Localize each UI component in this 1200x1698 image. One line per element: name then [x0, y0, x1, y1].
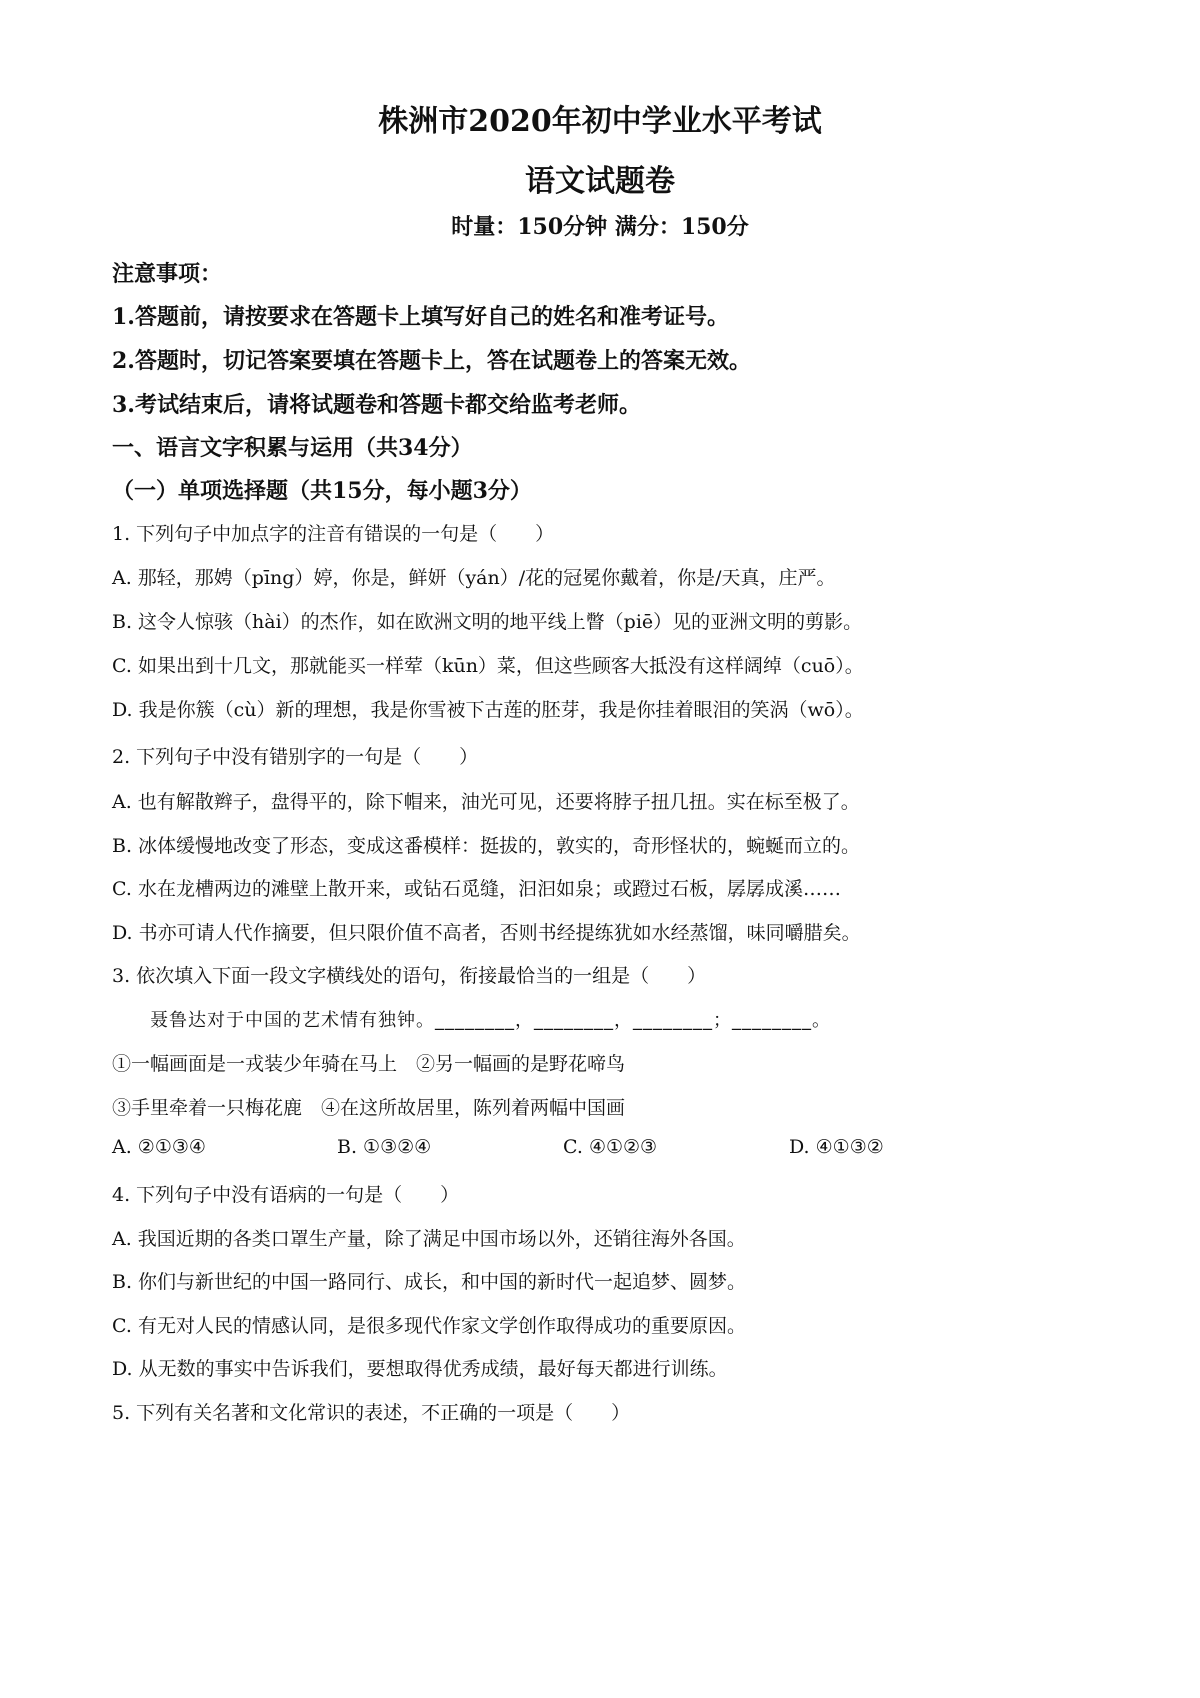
question-option: B. 这令人惊骇（hài）的杰作，如在欧洲文明的地平线上瞥（piē）见的亚洲文明的剪影。 — [112, 611, 863, 633]
question-option: C. 有无对人民的情感认同，是很多现代作家文学创作取得成功的重要原因。 — [112, 1315, 746, 1337]
question-option: A. 那轻，那娉（pīng）婷，你是，鲜妍（yán）/花的冠冕你戴着，你是/天真，庄严。 — [112, 567, 836, 589]
notice-item: 1.答题前，请按要求在答题卡上填写好自己的姓名和准考证号。 — [112, 304, 729, 330]
question-stem: 3. 依次填入下面一段文字横线处的语句，衔接最恰当的一组是（ ） — [112, 965, 707, 987]
sentence-items: ①一幅画面是一戎装少年骑在马上 ②另一幅画的是野花啼鸟 — [112, 1053, 626, 1075]
question-option: D. 我是你簇（cù）新的理想，我是你雪被下古莲的胚芽，我是你挂着眼泪的笑涡（wō）。 — [112, 699, 864, 721]
exam-title: 株洲市2020年初中学业水平考试 — [378, 104, 822, 139]
question-option: A. 也有解散辫子，盘得平的，除下帽来，油光可见，还要将脖子扭几扭。实在标至极了。 — [112, 791, 860, 813]
notice-item: 3.考试结束后，请将试题卷和答题卡都交给监考老师。 — [112, 392, 641, 418]
question-option: B. 冰体缓慢地改变了形态，变成这番模样：挺拔的，敦实的，奇形怪状的，蜿蜒而立的。 — [112, 835, 861, 857]
sentence-items: ③手里牵着一只梅花鹿 ④在这所故居里，陈列着两幅中国画 — [112, 1097, 626, 1119]
question-option: D. 书亦可请人代作摘要，但只限价值不高者，否则书经提练犹如水经蒸馏，味同嚼腊矣。 — [112, 922, 861, 944]
question-option: A. 我国近期的各类口罩生产量，除了满足中国市场以外，还销往海外各国。 — [112, 1228, 746, 1250]
choice-c: C. ④①②③ — [563, 1136, 658, 1158]
notice-item: 2.答题时，切记答案要填在答题卡上，答在试题卷上的答案无效。 — [112, 348, 751, 374]
question-option: B. 你们与新世纪的中国一路同行、成长，和中国的新时代一起追梦、圆梦。 — [112, 1271, 747, 1293]
question-option: C. 如果出到十几文，那就能买一样荤（kūn）菜，但这些顾客大抵没有这样阔绰（cuō）。 — [112, 655, 864, 677]
question-passage: 聂鲁达对于中国的艺术情有独钟。________，________，________；________。 — [150, 1010, 831, 1031]
question-stem: 5. 下列有关名著和文化常识的表述，不正确的一项是（ ） — [112, 1402, 631, 1424]
question-stem: 1. 下列句子中加点字的注音有错误的一句是（ ） — [112, 523, 555, 545]
exam-subtitle: 语文试题卷 — [525, 164, 675, 199]
subsection-heading: （一）单项选择题（共15分，每小题3分） — [112, 478, 532, 504]
section-heading: 一、语言文字积累与运用（共34分） — [112, 435, 473, 461]
choice-b: B. ①③②④ — [337, 1136, 432, 1158]
choice-row — [112, 1136, 1140, 1158]
question-stem: 2. 下列句子中没有错别字的一句是（ ） — [112, 746, 479, 768]
exam-time-score: 时量：150分钟 满分：150分 — [451, 214, 749, 240]
choice-a: A. ②①③④ — [112, 1136, 206, 1158]
question-stem: 4. 下列句子中没有语病的一句是（ ） — [112, 1184, 460, 1206]
notice-heading: 注意事项： — [112, 261, 223, 287]
question-option: D. 从无数的事实中告诉我们，要想取得优秀成绩，最好每天都进行训练。 — [112, 1358, 728, 1380]
question-option: C. 水在龙槽两边的滩壁上散开来，或钻石觅缝，汩汩如泉；或蹬过石板，孱孱成溪…… — [112, 878, 841, 900]
choice-d: D. ④①③② — [789, 1136, 884, 1158]
